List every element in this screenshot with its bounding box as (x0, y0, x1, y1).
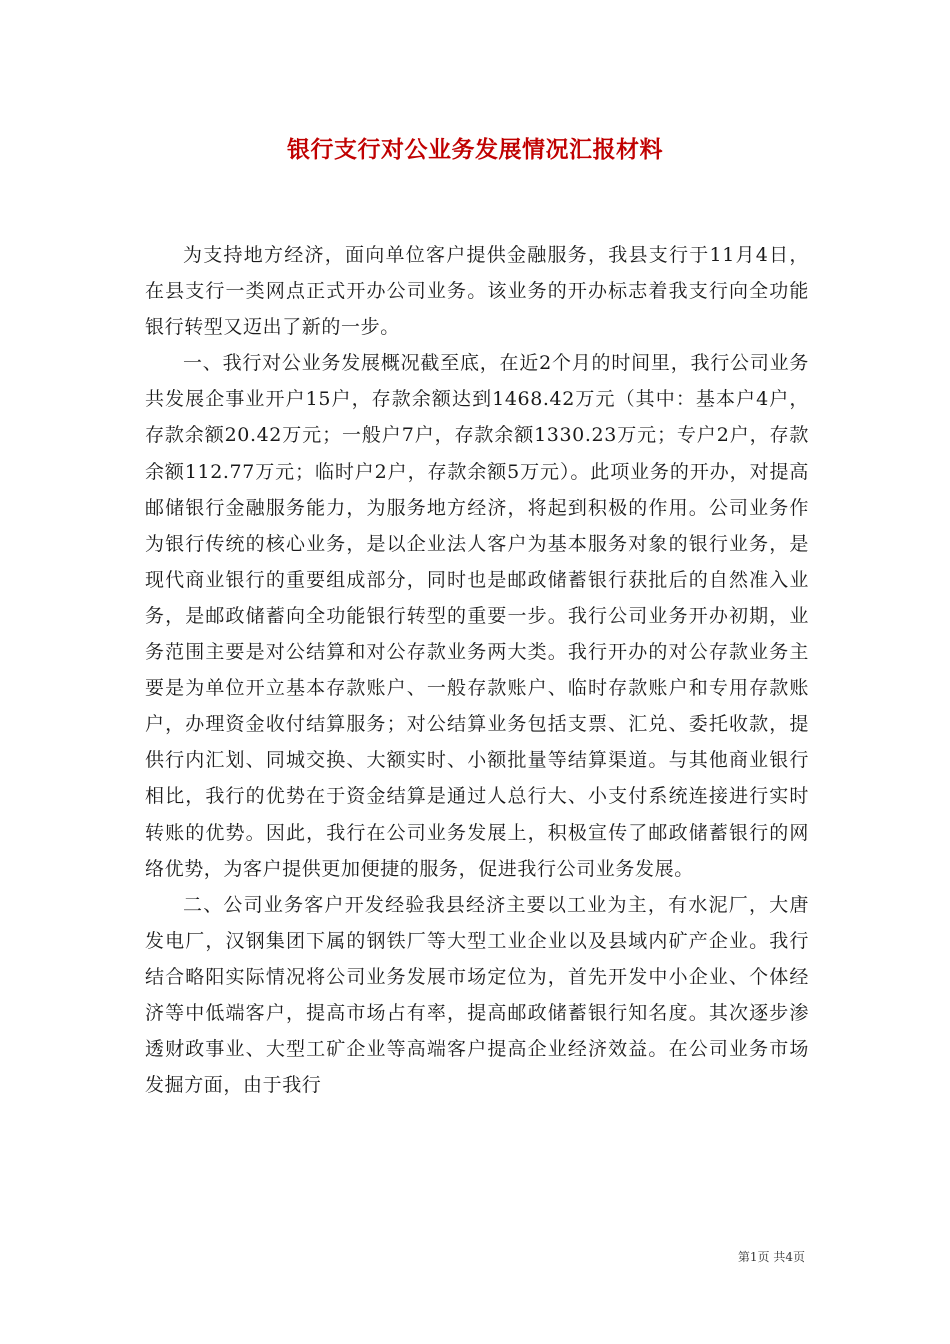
page-number-footer: 第1页 共4页 (737, 1250, 805, 1264)
document-body (145, 237, 809, 1103)
document-title: 银行支行对公业务发展情况汇报材料 (287, 136, 663, 163)
paragraph-section-one: 一、我行对公业务发展概况截至底，在近2个月的时间里，我行公司业务共发展企事业开户15户，存款余额达到1468.42万元（其中：基本户4户，存款余额20.42万元；一般户7户，存款余额1330.23万元；专户2户，存款余额112.77万元；临时户2户，存款余额5万元）。此项业务的开办，对提高邮储银行金融服务能力，为服务地方经济，将起到积极的作用。公司业务作为银行传统的核心业务，是以企业法人客户为基本服务对象的银行业务，是现代商业银行的重要组成部分，同时也是邮政储蓄银行获批后的自然准入业务，是邮政储蓄向全功能银行转型的重要一步。我行公司业务开办初期，业务范围主要是对公结算和对公存款业务两大类。我行开办的对公存款业务主要是为单位开立基本存款账户、一般存款账户、临时存款账户和专用存款账户，办理资金收付结算服务；对公结算业务包括支票、汇兑、委托收款，提供行内汇划、同城交换、大额实时、小额批量等结算渠道。与其他商业银行相比，我行的优势在于资金结算是通过人总行大、小支付系统连接进行实时转账的优势。因此，我行在公司业务发展上，积极宣传了邮政储蓄银行的网络优势，为客户提供更加便捷的服务，促进我行公司业务发展。 (145, 352, 809, 880)
paragraph-section-two: 二、公司业务客户开发经验我县经济主要以工业为主，有水泥厂，大唐发电厂，汉钢集团下属的钢铁厂等大型工业企业以及县域内矿产企业。我行结合略阳实际情况将公司业务发展市场定位为，首先开发中小企业、个体经济等中低端客户，提高市场占有率，提高邮政储蓄银行知名度。其次逐步渗透财政事业、大型工矿企业等高端客户提高企业经济效益。在公司业务市场发掘方面，由于我行 (145, 893, 809, 1097)
paragraph-intro: 为支持地方经济，面向单位客户提供金融服务，我县支行于11月4日，在县支行一类网点正式开办公司业务。该业务的开办标志着我支行向全功能银行转型又迈出了新的一步。 (145, 244, 809, 339)
